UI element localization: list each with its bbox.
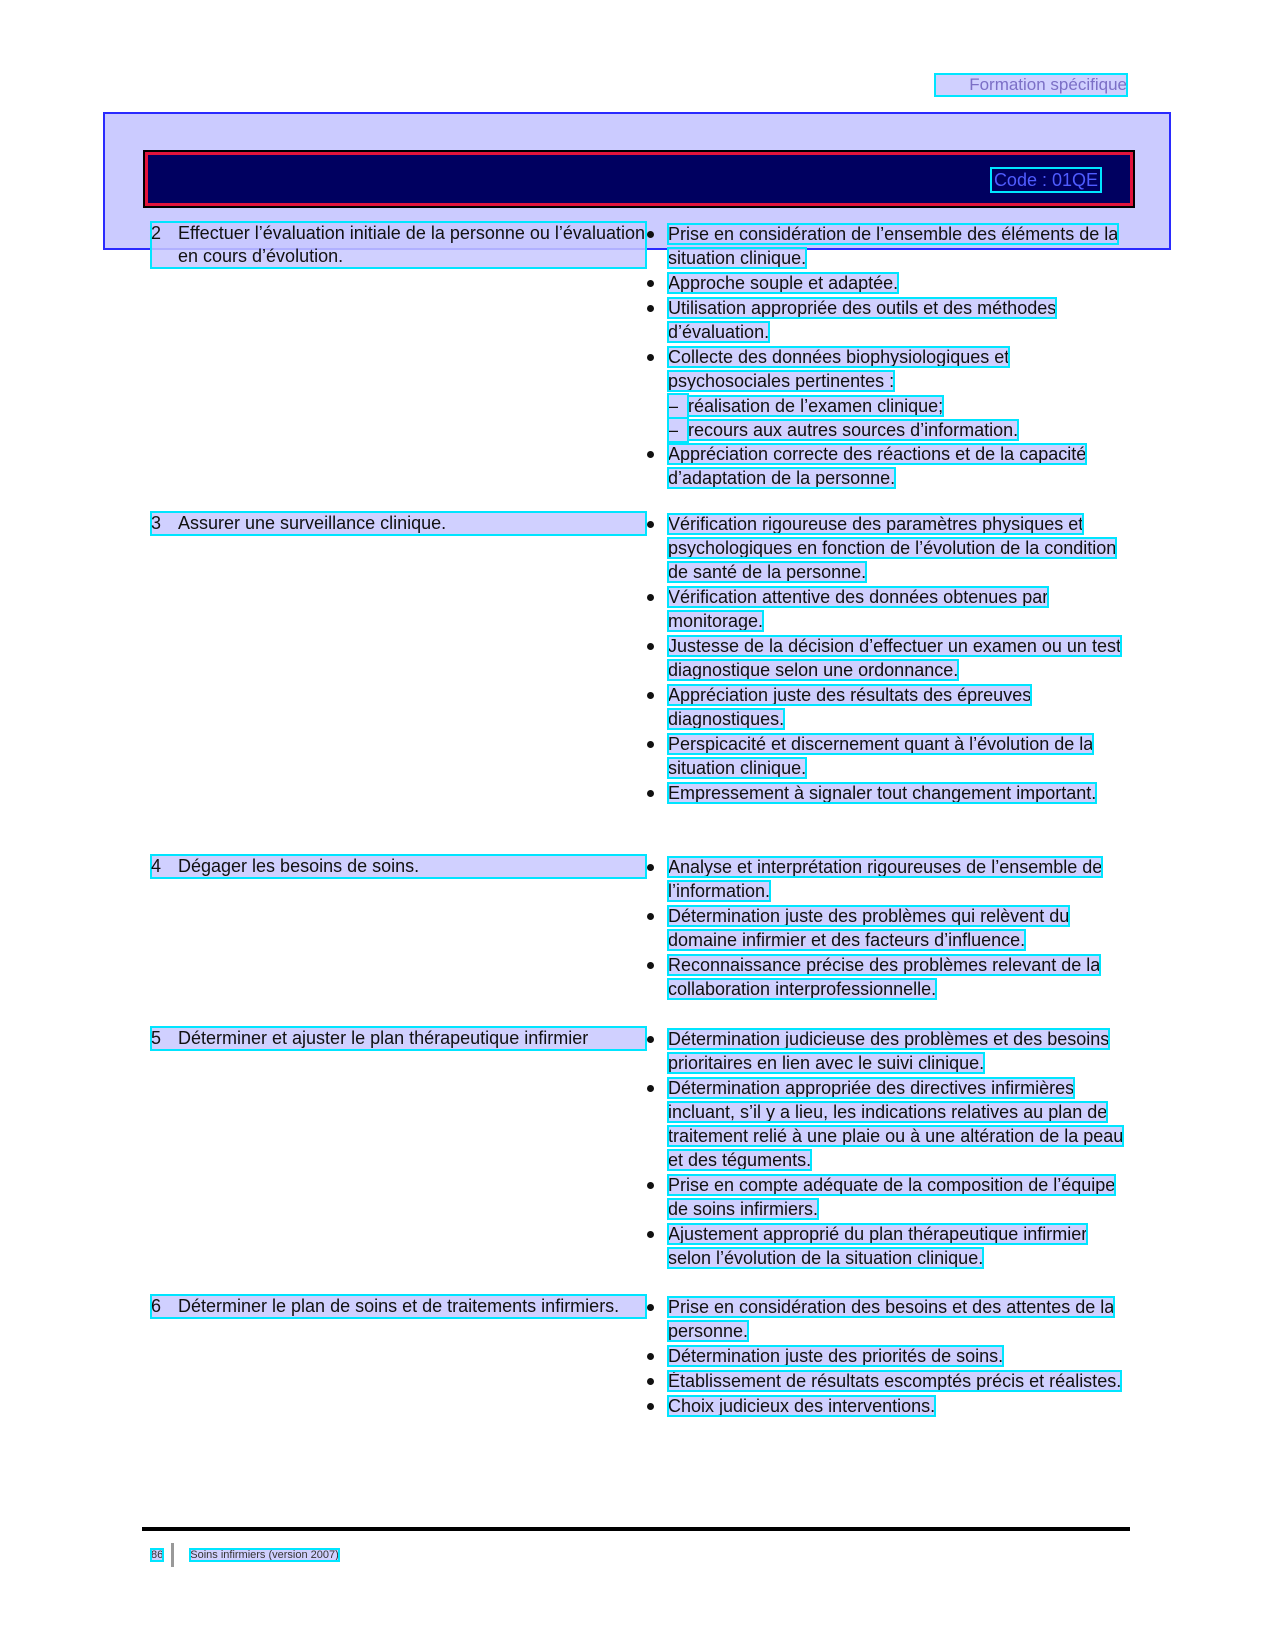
criterion-item: Prise en considération de l’ensemble des éléments de la situation clinique. [645,222,1125,270]
element-row-2 [151,222,646,268]
criteria-list-3 [645,512,1125,806]
footer-rule [142,1527,1130,1531]
element-number: 6 [151,1296,162,1316]
element-number: 5 [151,1028,162,1048]
criterion-item: Utilisation appropriée des outils et des méthodes d’évaluation. [645,296,1125,344]
element-text: Déterminer le plan de soins et de traitements infirmiers. [178,1296,620,1316]
criterion-item: Analyse et interprétation rigoureuses de l’ensemble de l’information. [645,855,1125,903]
element-row-5 [151,1027,646,1050]
element-number: 4 [151,856,162,876]
dash-marker: – [668,394,688,418]
page-number: 86 [151,1548,164,1561]
element-row-4 [151,855,646,878]
criterion-item: Reconnaissance précise des problèmes relevant de la collaboration interprofessionnelle. [645,953,1125,1001]
criterion-item: Ajustement approprié du plan thérapeutique infirmier selon l’évolution de la situation clinique. [645,1222,1125,1270]
element-row-3 [151,512,646,535]
criterion-item: Collecte des données biophysiologiques et psychosociales pertinentes : [645,345,1125,393]
code-band [145,152,1133,206]
criterion-item: Appréciation correcte des réactions et de la capacité d’adaptation de la personne. [645,442,1125,490]
criteria-list-2 [645,222,1125,491]
dash-marker: – [668,418,688,442]
criterion-item: Vérification rigoureuse des paramètres physiques et psychologiques en fonction de l’évolution de la condition de santé de la personne. [645,512,1125,584]
criteria-list-6 [645,1295,1125,1419]
criterion-item: Appréciation juste des résultats des épreuves diagnostiques. [645,683,1125,731]
code-label: Code : 01QE [993,170,1098,190]
criterion-item: Prise en considération des besoins et des attentes de la personne. [645,1295,1125,1343]
element-text: Assurer une surveillance clinique. [178,513,447,533]
criterion-item: Approche souple et adaptée. [645,271,1125,295]
criterion-item: Choix judicieux des interventions. [645,1394,1125,1418]
running-header: Formation spécifique [935,74,1127,96]
element-row-6 [151,1295,646,1318]
criterion-item: Détermination juste des priorités de soins. [645,1344,1125,1368]
criterion-item: Détermination juste des problèmes qui relèvent du domaine infirmier et des facteurs d’influence. [645,904,1125,952]
element-number: 2 [151,223,162,243]
footer-separator [171,1543,174,1567]
criterion-item: Prise en compte adéquate de la composition de l’équipe de soins infirmiers. [645,1173,1125,1221]
criteria-list-5 [645,1027,1125,1271]
element-number: 3 [151,513,162,533]
criterion-item: Établissement de résultats escomptés précis et réalistes. [645,1369,1125,1393]
sub-criterion: – recours aux autres sources d’information. [668,420,1019,440]
criterion-item: Détermination judicieuse des problèmes et des besoins prioritaires en lien avec le suivi clinique. [645,1027,1125,1075]
criteria-list-4 [645,855,1125,1002]
element-text: Déterminer et ajuster le plan thérapeutique infirmier [178,1028,589,1048]
element-text: Effectuer l’évaluation initiale de la personne ou l’évaluation en cours d’évolution. [178,223,645,266]
page-footer [151,1543,339,1567]
element-text: Dégager les besoins de soins. [178,856,420,876]
criterion-item: Perspicacité et discernement quant à l’évolution de la situation clinique. [645,732,1125,780]
sub-criterion: – réalisation de l’examen clinique; [668,396,944,416]
criterion-item: Vérification attentive des données obtenues par monitorage. [645,585,1125,633]
criterion-item: Justesse de la décision d’effectuer un examen ou un test diagnostique selon une ordonnance. [645,634,1125,682]
criterion-item: Détermination appropriée des directives infirmières incluant, s’il y a lieu, les indications relatives au plan de traitement relié à une plaie ou à une altération de la peau et des téguments. [645,1076,1125,1172]
document-title: Soins infirmiers (version 2007) [190,1548,339,1561]
criterion-item: Empressement à signaler tout changement important. [645,781,1125,805]
